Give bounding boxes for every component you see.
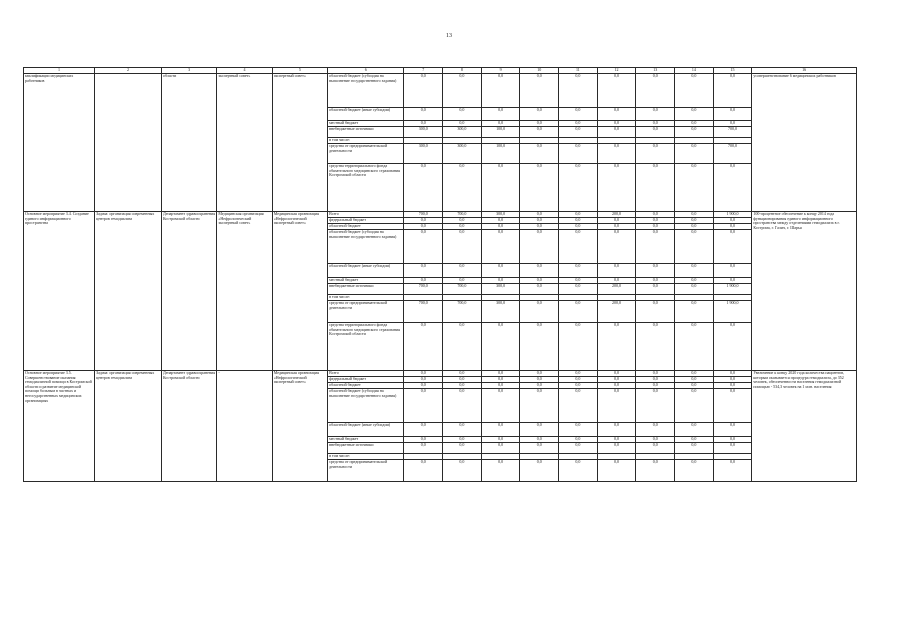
amount-cell: 0,0 xyxy=(520,212,559,218)
amount-cell: 0,0 xyxy=(597,224,636,230)
funding-source: средства территориального фонда обязательного медицинского страхования Костромской области xyxy=(328,323,404,371)
amount-cell: 0,0 xyxy=(481,389,520,423)
amount-cell: 0,0 xyxy=(559,301,598,323)
amount-cell: 0,0 xyxy=(597,371,636,377)
amount-cell: 0,0 xyxy=(443,423,482,437)
amount-cell: 0,0 xyxy=(713,377,752,383)
amount-cell: 0,0 xyxy=(636,443,675,454)
amount-cell: 0,0 xyxy=(520,127,559,138)
funding-source: Всего xyxy=(328,371,404,377)
amount-cell: 0,0 xyxy=(559,278,598,284)
funding-source: внебюджетные источники xyxy=(328,127,404,138)
amount-cell: 0,0 xyxy=(559,74,598,108)
amount-cell: 0,0 xyxy=(675,284,714,295)
amount-cell: 0,0 xyxy=(443,108,482,121)
amount-cell: 0,0 xyxy=(559,389,598,423)
column-number-7: 7 xyxy=(404,68,443,74)
amount-cell: 0,0 xyxy=(443,437,482,443)
funding-source: средства территориального фонда обязательного медицинского страхования Костромской области xyxy=(328,164,404,212)
funding-source: местный бюджет xyxy=(328,278,404,284)
amount-cell: 0,0 xyxy=(713,230,752,264)
column-number-10: 10 xyxy=(520,68,559,74)
amount-cell: 0,0 xyxy=(675,164,714,212)
amount-cell: 0,0 xyxy=(636,224,675,230)
amount-cell: 0,0 xyxy=(675,443,714,454)
amount-cell: 0,0 xyxy=(713,218,752,224)
amount-cell: 0,0 xyxy=(520,108,559,121)
amount-cell: 0,0 xyxy=(481,74,520,108)
amount-cell: 0,0 xyxy=(520,389,559,423)
funding-source: в том числе: xyxy=(328,454,404,460)
amount-cell: 0,0 xyxy=(713,389,752,423)
amount-cell: 0,0 xyxy=(404,383,443,389)
amount-cell: 200,0 xyxy=(597,212,636,218)
amount-cell: 0,0 xyxy=(559,212,598,218)
funding-source: средства от предпринимательской деятельности xyxy=(328,460,404,482)
amount-cell: 0,0 xyxy=(636,230,675,264)
amount-cell: 700,0 xyxy=(443,284,482,295)
amount-cell: 0,0 xyxy=(404,224,443,230)
amount-cell: 0,0 xyxy=(404,218,443,224)
amount-cell: 0,0 xyxy=(713,383,752,389)
amount-cell: 0,0 xyxy=(481,371,520,377)
amount-cell: 0,0 xyxy=(404,323,443,371)
funding-source: средства от предпринимательской деятельности xyxy=(328,301,404,323)
amount-cell: 0,0 xyxy=(520,284,559,295)
amount-cell: 0,0 xyxy=(520,224,559,230)
amount-cell: 0,0 xyxy=(443,121,482,127)
amount-cell: 0,0 xyxy=(675,383,714,389)
amount-cell: 700,0 xyxy=(443,212,482,218)
amount-cell: 0,0 xyxy=(520,74,559,108)
amount-cell: 0,0 xyxy=(675,371,714,377)
amount-cell: 0,0 xyxy=(675,460,714,482)
funding-source: областной бюджет (иные субсидии) xyxy=(328,108,404,121)
amount-cell: 0,0 xyxy=(559,383,598,389)
amount-cell: 0,0 xyxy=(520,377,559,383)
amount-cell: 0,0 xyxy=(675,212,714,218)
amount-cell: 0,0 xyxy=(443,278,482,284)
amount-cell: 0,0 xyxy=(675,108,714,121)
amount-cell: 0,0 xyxy=(675,423,714,437)
amount-cell: 0,0 xyxy=(520,218,559,224)
column-number-4: 4 xyxy=(217,68,272,74)
amount-cell: 0,0 xyxy=(597,264,636,278)
amount-cell: 0,0 xyxy=(675,127,714,138)
amount-cell: 700,0 xyxy=(404,284,443,295)
amount-cell: 300,0 xyxy=(443,144,482,164)
amount-cell: 0,0 xyxy=(713,108,752,121)
amount-cell: 0,0 xyxy=(597,278,636,284)
column-number-3: 3 xyxy=(161,68,216,74)
amount-cell: 0,0 xyxy=(675,224,714,230)
amount-cell: 0,0 xyxy=(443,264,482,278)
amount-cell: 0,0 xyxy=(481,108,520,121)
amount-cell: 0,0 xyxy=(675,218,714,224)
amount-cell: 0,0 xyxy=(520,230,559,264)
amount-cell: 0,0 xyxy=(559,264,598,278)
amount-cell: 0,0 xyxy=(713,278,752,284)
amount-cell: 0,0 xyxy=(597,218,636,224)
column-number-6: 6 xyxy=(328,68,404,74)
amount-cell: 0,0 xyxy=(481,230,520,264)
section-3-expected-result: Увеличение к концу 2020 года количества пациентов, которым оказывается процедура гемодиализа, до 352 человек, обеспеченности населения гемодиализной помощью - 534,3 человек на 1 млн. населения xyxy=(752,371,857,482)
amount-cell: 0,0 xyxy=(481,264,520,278)
amount-cell: 0,0 xyxy=(675,278,714,284)
amount-cell: 0,0 xyxy=(597,389,636,423)
amount-cell: 0,0 xyxy=(481,121,520,127)
amount-cell: 0,0 xyxy=(559,218,598,224)
amount-cell: 0,0 xyxy=(481,224,520,230)
amount-cell: 0,0 xyxy=(597,108,636,121)
section-2-col-2: Задача: организация современных центров гемодиализа xyxy=(95,212,162,371)
amount-cell: 0,0 xyxy=(636,278,675,284)
funding-source: внебюджетные источники xyxy=(328,284,404,295)
amount-cell: 0,0 xyxy=(520,301,559,323)
amount-cell: 0,0 xyxy=(520,164,559,212)
amount-cell: 0,0 xyxy=(636,108,675,121)
amount-cell: 0,0 xyxy=(559,224,598,230)
amount-cell: 0,0 xyxy=(443,224,482,230)
amount-cell: 0,0 xyxy=(481,377,520,383)
section-1-col-1: квалификации медицинских работников xyxy=(24,74,95,212)
amount-cell: 0,0 xyxy=(559,230,598,264)
funding-source: в том числе: xyxy=(328,138,404,144)
amount-cell: 0,0 xyxy=(597,423,636,437)
amount-cell: 0,0 xyxy=(404,423,443,437)
section-2-col-1: Основное мероприятие 3.4. Создание единого информационного пространства xyxy=(24,212,95,371)
amount-cell: 0,0 xyxy=(713,224,752,230)
column-number-16: 16 xyxy=(752,68,857,74)
funding-source: областной бюджет xyxy=(328,224,404,230)
amount-cell: 0,0 xyxy=(675,301,714,323)
section-2-col-4: Медицинская организация «Нефрологический экспертный совет» xyxy=(217,212,272,371)
amount-cell: 300,0 xyxy=(443,127,482,138)
amount-cell: 700,0 xyxy=(713,127,752,138)
amount-cell: 0,0 xyxy=(443,377,482,383)
column-number-5: 5 xyxy=(272,68,327,74)
amount-cell: 0,0 xyxy=(559,144,598,164)
amount-cell: 200,0 xyxy=(597,284,636,295)
amount-cell: 1 900,0 xyxy=(713,301,752,323)
amount-cell: 0,0 xyxy=(597,144,636,164)
amount-cell: 0,0 xyxy=(559,127,598,138)
amount-cell: 0,0 xyxy=(713,164,752,212)
amount-cell: 0,0 xyxy=(636,460,675,482)
section-3-col-5: Медицинская организация «Нефрологический экспертный совет» xyxy=(272,371,327,482)
amount-cell: 0,0 xyxy=(520,423,559,437)
amount-cell: 0,0 xyxy=(404,264,443,278)
funding-source: в том числе: xyxy=(328,295,404,301)
amount-cell: 0,0 xyxy=(481,460,520,482)
section-2-expected-result: 100-процентное обеспечение к концу 2014 года функционирования единого информационного пространства между отделениями гемодиализа в г. Кострома, г. Галич, г. Шарья xyxy=(752,212,857,371)
funding-source: областной бюджет xyxy=(328,383,404,389)
amount-cell: 700,0 xyxy=(713,144,752,164)
amount-cell: 0,0 xyxy=(636,121,675,127)
column-number-14: 14 xyxy=(675,68,714,74)
funding-source: средства от предпринимательской деятельности xyxy=(328,144,404,164)
amount-cell: 200,0 xyxy=(597,301,636,323)
column-number-9: 9 xyxy=(481,68,520,74)
amount-cell: 0,0 xyxy=(636,218,675,224)
amount-cell: 0,0 xyxy=(636,423,675,437)
amount-cell: 0,0 xyxy=(597,377,636,383)
amount-cell: 0,0 xyxy=(559,371,598,377)
column-number-15: 15 xyxy=(713,68,752,74)
amount-cell: 0,0 xyxy=(636,74,675,108)
amount-cell: 0,0 xyxy=(404,278,443,284)
section-1-col-2 xyxy=(95,74,162,212)
funding-source: федеральный бюджет xyxy=(328,218,404,224)
amount-cell: 0,0 xyxy=(636,437,675,443)
section-1-col-5: экспертный совет» xyxy=(272,74,327,212)
amount-cell: 300,0 xyxy=(481,301,520,323)
amount-cell: 0,0 xyxy=(520,278,559,284)
amount-cell: 0,0 xyxy=(443,460,482,482)
section-3-col-3: Департамент здравоохранения Костромской области xyxy=(161,371,216,482)
amount-cell: 0,0 xyxy=(481,278,520,284)
amount-cell: 0,0 xyxy=(559,443,598,454)
amount-cell: 0,0 xyxy=(404,164,443,212)
amount-cell: 0,0 xyxy=(559,437,598,443)
amount-cell: 0,0 xyxy=(636,164,675,212)
funding-source: областной бюджет (субсидия на выполнение государственного задания) xyxy=(328,230,404,264)
amount-cell: 0,0 xyxy=(443,230,482,264)
amount-cell: 0,0 xyxy=(404,460,443,482)
amount-cell: 0,0 xyxy=(404,443,443,454)
amount-cell: 0,0 xyxy=(481,423,520,437)
funding-source: областной бюджет (иные субсидии) xyxy=(328,423,404,437)
amount-cell: 0,0 xyxy=(636,383,675,389)
amount-cell: 0,0 xyxy=(404,108,443,121)
section-2-col-5: Медицинская организация «Нефрологический экспертный совет» xyxy=(272,212,327,371)
amount-cell: 0,0 xyxy=(443,389,482,423)
section-3-col-1: Основное мероприятие 3.5. Совершенствование оказания гемодиализной помощи в Костромской области и развитие медицинской помощи больным в частных и негосударственных медицинских организациях xyxy=(24,371,95,482)
amount-cell: 0,0 xyxy=(636,144,675,164)
amount-cell: 0,0 xyxy=(520,437,559,443)
column-number-11: 11 xyxy=(559,68,598,74)
amount-cell: 0,0 xyxy=(636,301,675,323)
amount-cell: 0,0 xyxy=(597,443,636,454)
amount-cell: 0,0 xyxy=(713,264,752,278)
funding-source: внебюджетные источники xyxy=(328,443,404,454)
amount-cell: 0,0 xyxy=(675,437,714,443)
amount-cell: 0,0 xyxy=(520,121,559,127)
amount-cell: 0,0 xyxy=(713,371,752,377)
amount-cell: 0,0 xyxy=(443,443,482,454)
column-number-12: 12 xyxy=(597,68,636,74)
amount-cell: 0,0 xyxy=(520,264,559,278)
amount-cell: 0,0 xyxy=(713,323,752,371)
amount-cell: 0,0 xyxy=(520,371,559,377)
funding-source: областной бюджет (субсидия на выполнение государственного задания) xyxy=(328,389,404,423)
amount-cell: 0,0 xyxy=(443,323,482,371)
amount-cell: 0,0 xyxy=(713,460,752,482)
amount-cell: 0,0 xyxy=(713,437,752,443)
amount-cell: 0,0 xyxy=(675,323,714,371)
amount-cell: 0,0 xyxy=(404,389,443,423)
amount-cell: 0,0 xyxy=(443,74,482,108)
amount-cell: 0,0 xyxy=(597,460,636,482)
table-row xyxy=(24,74,857,108)
amount-cell: 0,0 xyxy=(520,443,559,454)
amount-cell: 0,0 xyxy=(636,377,675,383)
amount-cell: 0,0 xyxy=(443,383,482,389)
amount-cell: 0,0 xyxy=(636,284,675,295)
amount-cell: 0,0 xyxy=(559,460,598,482)
amount-cell: 0,0 xyxy=(597,127,636,138)
amount-cell: 300,0 xyxy=(404,144,443,164)
section-1-expected-result: усовершенствование 6 медицинских работников xyxy=(752,74,857,212)
page-number: 13 xyxy=(446,33,452,39)
amount-cell: 100,0 xyxy=(481,144,520,164)
amount-cell: 300,0 xyxy=(481,284,520,295)
amount-cell: 0,0 xyxy=(713,74,752,108)
amount-cell: 0,0 xyxy=(443,218,482,224)
amount-cell: 0,0 xyxy=(481,218,520,224)
amount-cell: 0,0 xyxy=(559,121,598,127)
amount-cell: 0,0 xyxy=(636,371,675,377)
amount-cell: 0,0 xyxy=(443,371,482,377)
amount-cell: 0,0 xyxy=(675,74,714,108)
amount-cell: 0,0 xyxy=(481,383,520,389)
column-number-2: 2 xyxy=(95,68,162,74)
amount-cell: 0,0 xyxy=(443,164,482,212)
table-body xyxy=(24,74,857,482)
amount-cell: 0,0 xyxy=(675,264,714,278)
amount-cell: 0,0 xyxy=(520,383,559,389)
amount-cell: 0,0 xyxy=(636,127,675,138)
amount-cell: 0,0 xyxy=(713,443,752,454)
amount-cell: 0,0 xyxy=(481,323,520,371)
amount-cell: 700,0 xyxy=(443,301,482,323)
amount-cell: 0,0 xyxy=(675,230,714,264)
section-1-col-4: экспертный совет» xyxy=(217,74,272,212)
amount-cell: 0,0 xyxy=(597,437,636,443)
budget-table-sheet xyxy=(23,67,857,482)
amount-cell: 0,0 xyxy=(404,437,443,443)
amount-cell: 0,0 xyxy=(636,389,675,423)
funding-source: областной бюджет (иные субсидии) xyxy=(328,264,404,278)
amount-cell: 0,0 xyxy=(559,423,598,437)
funding-source: местный бюджет xyxy=(328,121,404,127)
amount-cell: 0,0 xyxy=(597,164,636,212)
amount-cell: 700,0 xyxy=(404,212,443,218)
section-2-col-3: Департамент здравоохранения Костромской области xyxy=(161,212,216,371)
amount-cell: 0,0 xyxy=(675,389,714,423)
amount-cell: 0,0 xyxy=(597,230,636,264)
amount-cell: 0,0 xyxy=(404,74,443,108)
amount-cell: 0,0 xyxy=(636,323,675,371)
amount-cell: 0,0 xyxy=(481,437,520,443)
amount-cell: 0,0 xyxy=(520,144,559,164)
section-3-col-2: Задача: организация современных центров гемодиализа xyxy=(95,371,162,482)
amount-cell: 0,0 xyxy=(404,121,443,127)
amount-cell: 100,0 xyxy=(481,127,520,138)
amount-cell: 0,0 xyxy=(597,323,636,371)
funding-source: местный бюджет xyxy=(328,437,404,443)
amount-cell: 0,0 xyxy=(559,323,598,371)
amount-cell: 0,0 xyxy=(404,377,443,383)
column-number-13: 13 xyxy=(636,68,675,74)
amount-cell: 0,0 xyxy=(404,371,443,377)
amount-cell: 0,0 xyxy=(481,164,520,212)
amount-cell: 0,0 xyxy=(481,443,520,454)
amount-cell: 0,0 xyxy=(520,323,559,371)
amount-cell: 0,0 xyxy=(559,284,598,295)
amount-cell: 1 900,0 xyxy=(713,212,752,218)
budget-table xyxy=(23,67,857,482)
amount-cell: 0,0 xyxy=(675,377,714,383)
amount-cell: 0,0 xyxy=(713,423,752,437)
section-1-col-3: области xyxy=(161,74,216,212)
amount-cell: 0,0 xyxy=(597,121,636,127)
amount-cell: 0,0 xyxy=(559,377,598,383)
amount-cell: 700,0 xyxy=(404,301,443,323)
amount-cell: 0,0 xyxy=(559,108,598,121)
amount-cell: 0,0 xyxy=(404,230,443,264)
column-number-1: 1 xyxy=(24,68,95,74)
amount-cell: 0,0 xyxy=(675,121,714,127)
column-number-8: 8 xyxy=(443,68,482,74)
section-3-col-4: - xyxy=(217,371,272,482)
funding-source: Всего xyxy=(328,212,404,218)
amount-cell: 0,0 xyxy=(675,144,714,164)
funding-source: областной бюджет (субсидия на выполнение государственного задания) xyxy=(328,74,404,108)
funding-source: федеральный бюджет xyxy=(328,377,404,383)
amount-cell: 300,0 xyxy=(404,127,443,138)
amount-cell: 1 900,0 xyxy=(713,284,752,295)
amount-cell: 0,0 xyxy=(636,264,675,278)
amount-cell: 0,0 xyxy=(559,164,598,212)
amount-cell: 0,0 xyxy=(713,121,752,127)
amount-cell: 0,0 xyxy=(597,383,636,389)
amount-cell: 300,0 xyxy=(481,212,520,218)
amount-cell: 0,0 xyxy=(597,74,636,108)
amount-cell: 0,0 xyxy=(636,212,675,218)
amount-cell: 0,0 xyxy=(520,460,559,482)
